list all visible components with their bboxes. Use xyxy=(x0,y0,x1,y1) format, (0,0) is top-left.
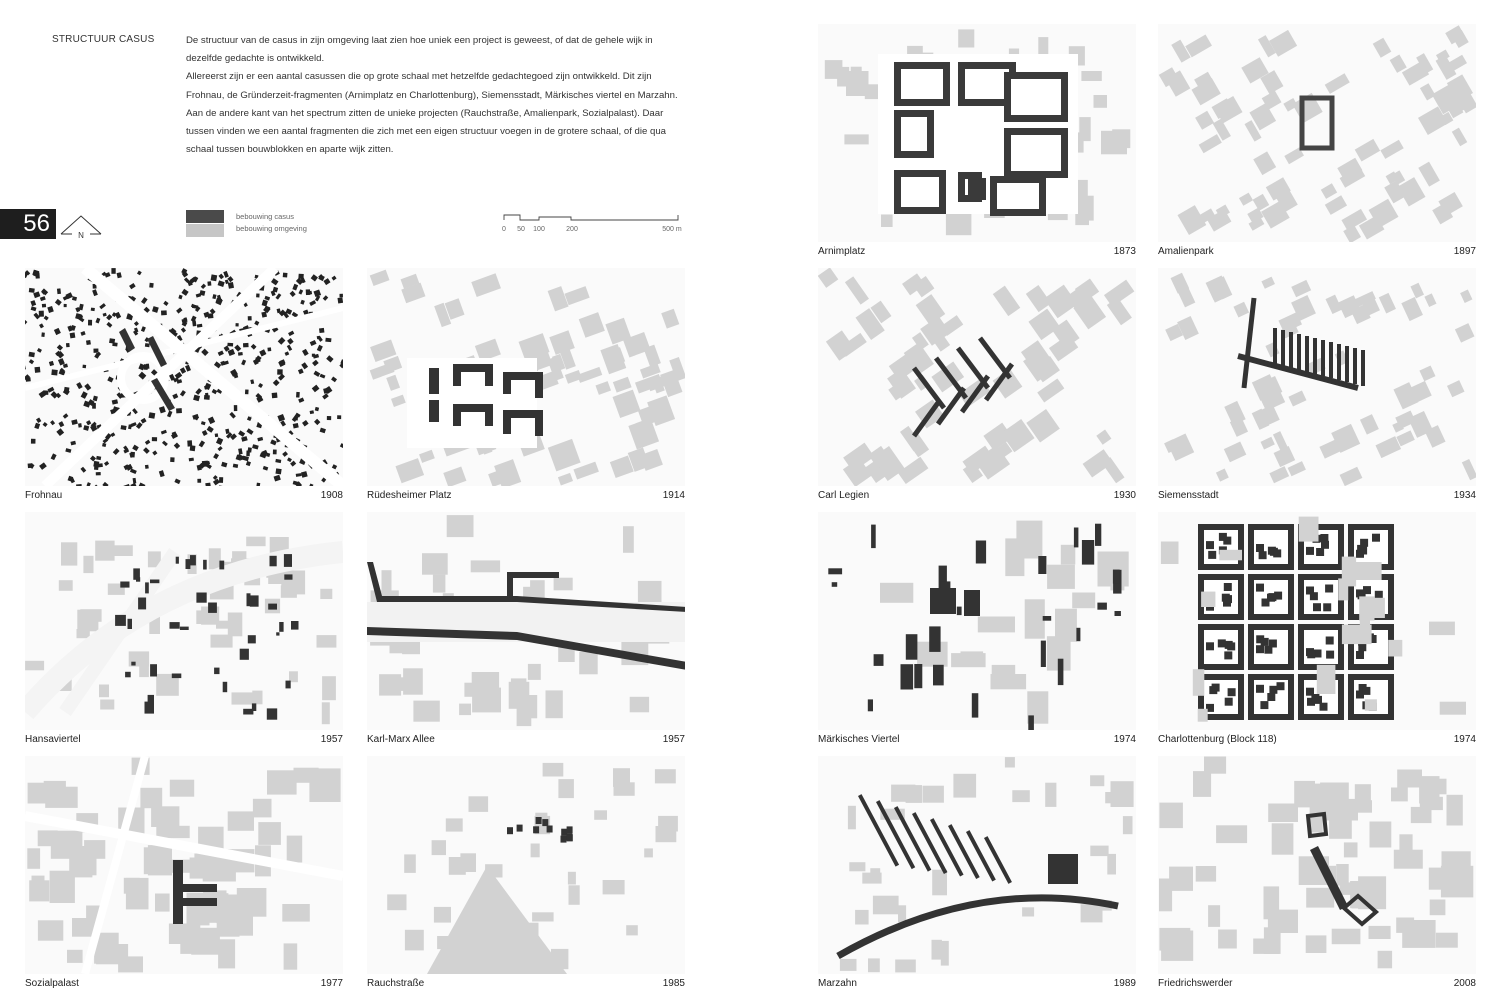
map-name: Marzahn xyxy=(818,978,857,989)
map-figure-siemens xyxy=(1158,268,1476,486)
map-caption xyxy=(1158,490,1476,502)
intro-paragraph-1: De structuur van de casus in zijn omgeving laat zien hoe uniek een project is geweest, of dat de gehele wijk in dezelfde gedachte is ontwikkeld. xyxy=(186,35,653,65)
map-ruedesheimer xyxy=(367,268,685,486)
map-name: Hansaviertel xyxy=(25,734,81,745)
map-name: Sozialpalast xyxy=(25,978,79,989)
map-caption xyxy=(1158,978,1476,990)
map-year: 1977 xyxy=(320,978,343,989)
map-figure-legien xyxy=(818,268,1136,486)
map-year: 1908 xyxy=(320,490,343,501)
map-figure-maerkisch xyxy=(818,512,1136,730)
map-caption xyxy=(818,490,1136,502)
map-caption xyxy=(1158,246,1476,258)
north-label: N xyxy=(78,231,84,240)
scale-tick-500: 500 m xyxy=(662,226,682,233)
map-marzahn xyxy=(818,756,1136,974)
map-name: Karl-Marx Allee xyxy=(367,734,435,745)
map-figure-kma xyxy=(367,512,685,730)
map-siemens xyxy=(1158,268,1476,486)
legend-label-surround: bebouwing omgeving xyxy=(236,224,307,233)
map-name: Charlottenburg (Block 118) xyxy=(1158,734,1277,745)
map-year: 1930 xyxy=(1113,490,1136,501)
map-kma xyxy=(367,512,685,730)
map-figure-hansa xyxy=(25,512,343,730)
map-year: 1873 xyxy=(1113,246,1136,257)
map-charlottenburg xyxy=(1158,512,1476,730)
map-year: 1957 xyxy=(320,734,343,745)
map-caption xyxy=(367,978,685,990)
map-year: 1989 xyxy=(1113,978,1136,989)
map-name: Rüdesheimer Platz xyxy=(367,490,452,501)
map-frohnau xyxy=(25,268,343,486)
map-figure-marzahn xyxy=(818,756,1136,974)
map-name: Carl Legien xyxy=(818,490,870,501)
map-sozial xyxy=(25,756,343,974)
map-caption xyxy=(367,490,685,502)
map-figure-frohnau xyxy=(25,268,343,486)
map-legien xyxy=(818,268,1136,486)
map-caption xyxy=(818,978,1136,990)
map-name: Arnimplatz xyxy=(818,246,866,257)
map-year: 1914 xyxy=(662,490,685,501)
map-name: Amalienpark xyxy=(1158,246,1214,257)
north-arrow-icon xyxy=(58,210,104,240)
map-caption xyxy=(367,734,685,746)
scale-bar xyxy=(498,212,688,236)
map-caption xyxy=(818,734,1136,746)
section-title: STRUCTUUR CASUS xyxy=(52,34,155,45)
map-friedrichswerder xyxy=(1158,756,1476,974)
map-hansa xyxy=(25,512,343,730)
map-name: Märkisches Viertel xyxy=(818,734,900,745)
map-year: 1897 xyxy=(1453,246,1476,257)
map-year: 1985 xyxy=(662,978,685,989)
intro-text xyxy=(186,32,686,159)
map-name: Siemensstadt xyxy=(1158,490,1219,501)
scale-tick-100: 100 xyxy=(533,226,545,233)
intro-paragraph-2: Allereerst zijn er een aantal casussen die op grote schaal met hetzelfde gedachtegoed zijn ontwikkeld. Dit zijn Frohnau, de Gründerzeit-fragmenten (Arnimplatz en Charlottenburg), Siemensstadt, Märkisches viertel en Marzahn. Aan de andere kant van het spectrum zitten de unieke projecten (Rauchstraße, Amalienpark, Sozialpalast). Daar tussen vinden we een aantal fragmenten die zich met een eigen structuur voegen in de grotere schaal, of die qua schaal tussen bouwblokken en aparte wijk zitten. xyxy=(186,71,678,156)
map-figure-amalien xyxy=(1158,24,1476,242)
map-rauch xyxy=(367,756,685,974)
map-name: Frohnau xyxy=(25,490,63,501)
scale-tick-0: 0 xyxy=(502,226,506,233)
scale-tick-50: 50 xyxy=(517,226,525,233)
map-year: 1957 xyxy=(662,734,685,745)
map-caption xyxy=(25,978,343,990)
map-year: 1974 xyxy=(1113,734,1136,745)
map-figure-sozial xyxy=(25,756,343,974)
map-year: 1934 xyxy=(1453,490,1476,501)
legend-label-case: bebouwing casus xyxy=(236,212,294,221)
map-caption xyxy=(25,490,343,502)
map-caption xyxy=(25,734,343,746)
map-name: Friedrichswerder xyxy=(1158,978,1233,989)
legend-swatch-case xyxy=(186,210,224,223)
map-maerkisch xyxy=(818,512,1136,730)
map-caption xyxy=(818,246,1136,258)
map-year: 2008 xyxy=(1453,978,1476,989)
legend-swatch-surround xyxy=(186,224,224,237)
map-figure-rauch xyxy=(367,756,685,974)
map-figure-friedrichswerder xyxy=(1158,756,1476,974)
map-caption xyxy=(1158,734,1476,746)
map-year: 1974 xyxy=(1453,734,1476,745)
map-figure-charlottenburg xyxy=(1158,512,1476,730)
map-arnim xyxy=(818,24,1136,242)
map-amalien xyxy=(1158,24,1476,242)
scale-tick-200: 200 xyxy=(566,226,578,233)
map-figure-ruedesheimer xyxy=(367,268,685,486)
map-figure-arnim xyxy=(818,24,1136,242)
map-name: Rauchstraße xyxy=(367,978,425,989)
page-number: 56 xyxy=(0,209,56,239)
